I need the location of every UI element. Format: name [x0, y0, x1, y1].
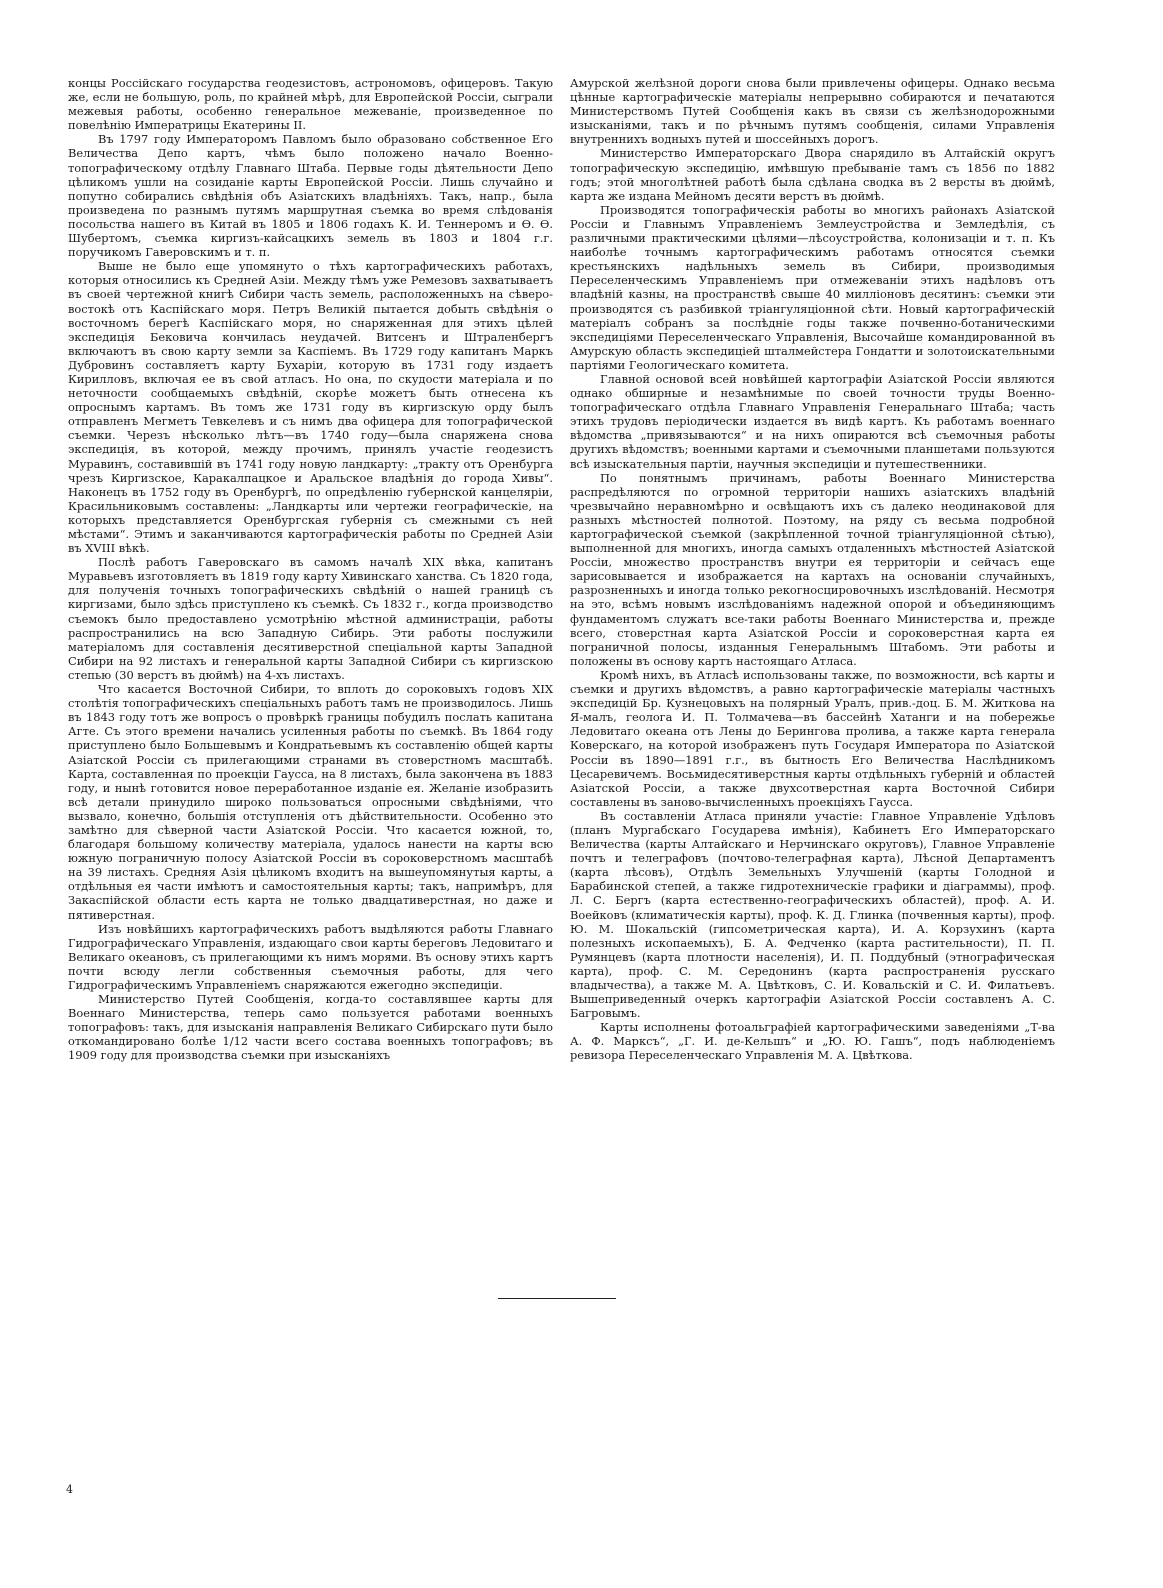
paragraph: Въ 1797 году Императоромъ Павломъ было образовано собственное Его Величества Депо картъ, чѣмъ было положено начало Военно-топографическому отдѣлу Главнаго Штаба. Первые годы дѣятельности Депо цѣликомъ ушли на созиданіе карты Европейской Россіи. Лишь случайно и попутно собирались свѣдѣнія объ Азіатскихъ владѣніяхъ. Такъ, напр., была произведена по разнымъ путямъ маршрутная съемка во время слѣдованія посольства нашего въ Китай въ 1805 и 1806 годахъ К. И. Теннеромъ и Ѳ. Ѳ. Шубертомъ, съемка киргизъ-кайсацкихъ земель въ 1803 и 1804 г.г. поручикомъ Гаверовскимъ и т. п. — [68, 132, 553, 260]
section-divider — [498, 1298, 616, 1299]
page-number: 4 — [66, 1483, 73, 1496]
paragraph: Въ составленіи Атласа приняли участіе: Главное Управленіе Удѣловъ (планъ Мургабскаго Государева имѣнія), Кабинетъ Его Императорскаго Величества (карты Алтайскаго и Нерчинскаго округовъ), Главное Управленіе почтъ и телеграфовъ (почтово-телеграфная карта), Лѣсной Департаментъ (карта лѣсовъ), Отдѣлъ Земельныхъ Улучшеній (карты Голодной и Барабинской степей, а также гидротехническіе графики и діаграммы), проф. Л. С. Бергъ (карта естественно-географическихъ областей), проф. А. И. Воейковъ (климатическія карты), проф. К. Д. Глинка (почвенныя карты), проф. Ю. М. Шокальскій (гипсометрическая карта), И. А. Корзухинъ (карта полезныхъ ископаемыхъ), Б. А. Федченко (карта растительности), П. П. Румянцевъ (карта плотности населенія), И. П. Поддубный (этнографическая карта), проф. С. М. Середонинъ (карта распространенія русскаго владычества), а также М. А. Цвѣтковъ, С. И. Ковальскій и С. И. Филатьевъ. Вышеприведенный очеркъ картографіи Азіатской Россіи составленъ А. С. Багровымъ. — [570, 808, 1055, 1021]
paragraph: Производятся топографическія работы во многихъ районахъ Азіатской Россіи и Главнымъ Управленіемъ Землеустройства и Земледѣлія, съ различными практическими цѣлями—лѣсоустройства, колонизаціи и т. п. Къ наиболѣе точнымъ картографическимъ работамъ относятся съемки крестьянскихъ надѣльныхъ земель въ Сибири, производимыя Переселенческимъ Управленіемъ при отмежеваніи этихъ надѣловъ отъ владѣній казны, на пространствѣ свыше 40 милліоновъ десятинъ: съемки эти производятся съ разбивкой тріангуляціонной сѣти. Новый картографическій матеріалъ собранъ за послѣдніе годы также почвенно-ботаническими экспедиціями Переселенческаго Управленія, Высочайше командированной въ Амурскую область экспедиціей шталмейстера Гондатти и золотоискательными партіями Геологическаго комитета. — [570, 202, 1055, 372]
paragraph: Министерство Императорскаго Двора снарядило въ Алтайскій округъ топографическую экспедицію, имѣвшую пребываніе тамъ съ 1856 по 1882 годъ; этой многолѣтней работѣ была сдѣлана сводка въ 2 версты въ дюймѣ, карта же издана Мейномъ десяти верстъ въ дюймѣ. — [570, 146, 1055, 203]
paragraph: Главной основой всей новѣйшей картографіи Азіатской Россіи являются однако обширные и незамѣнимые по своей точности труды Военно-топографическаго отдѣла Главнаго Управленія Генеральнаго Штаба; часть этихъ трудовъ періодически издается въ видѣ картъ. Къ работамъ военнаго вѣдомства „привязываются“ и на нихъ опираются всѣ съемочныя работы другихъ вѣдомствъ; военными картами и съемочными планшетами пользуются всѣ изыскательныя партіи, научныя экспедиціи и путешественники. — [570, 371, 1055, 471]
paragraph: Амурской желѣзной дороги снова были привлечены офицеры. Однако весьма цѣнные картографическіе матеріалы непрерывно собираются и печатаются Министерствомъ Путей Сообщенія какъ въ связи съ желѣзнодорожными изысканіями, такъ и по рѣчнымъ путямъ сообщенія, силами Управленія внутреннихъ водныхъ путей и шоссейныхъ дорогъ. — [570, 76, 1055, 147]
paragraph: Карты исполнены фотоальграфіей картографическими заведеніями „Т-ва А. Ф. Марксъ“, „Г. И. де-Кельшъ“ и „Ю. Ю. Гашъ“, подъ наблюденіемъ ревизора Переселенческаго Управленія М. А. Цвѣткова. — [570, 1020, 1055, 1063]
left-column — [68, 76, 553, 1063]
paragraph: Изъ новѣйшихъ картографическихъ работъ выдѣляются работы Главнаго Гидрографическаго Управленія, издающаго свои карты береговъ Ледовитаго и Великаго океановъ, съ прилегающими къ нимъ морями. Въ основу этихъ картъ почти всюду легли собственныя съемочныя работы, для чего Гидрографическимъ Управленіемъ снаряжаются ежегодно экспедиціи. — [68, 921, 553, 992]
right-column — [570, 76, 1055, 1063]
paragraph: Послѣ работъ Гаверовскаго въ самомъ началѣ XIX вѣка, капитанъ Муравьевъ изготовляетъ въ 1819 году карту Хивинскаго ханства. Съ 1820 года, для полученія точныхъ топографическихъ свѣдѣній о нашей границѣ съ киргизами, было здѣсь приступлено къ съемкѣ. Съ 1832 г., когда производство съемокъ было предоставлено усмотрѣнію мѣстной администраціи, работы распространились на всю Западную Сибирь. Эти работы послужили матеріаломъ для составленія десятиверстной спеціальной карты Западной Сибири на 92 листахъ и генеральной карты Западной Сибири съ киргизскою степью (30 верстъ въ дюймѣ) на 4-хъ листахъ. — [68, 555, 553, 682]
paragraph: Что касается Восточной Сибири, то вплоть до сороковыхъ годовъ XIX столѣтія топографическихъ спеціальныхъ работъ тамъ не производилось. Лишь въ 1843 году тотъ же вопросъ о провѣркѣ границы побудилъ послать капитана Агте. Съ этого времени начались усиленныя работы по съемкѣ. Въ 1864 году приступлено было Большевымъ и Кондратьевымъ къ составленію общей карты Азіатской Россіи съ прилегающими странами въ стоверстномъ масштабѣ. Карта, составленная по проекціи Гаусса, на 8 листахъ, была закончена въ 1883 году, и нынѣ готовится новое переработанное изданіе ея. Желаніе изобразить всѣ детали принудило широко пользоваться опросными свѣдѣніями, что вызвало, конечно, большія отступленія отъ дѣйствительности. Особенно это замѣтно для сѣверной части Азіатской Россіи. Что касается южной, то, благодаря большому количеству матеріала, удалось нанести на карты всю южную пограничную полосу Азіатской Россіи въ сороковерстномъ масштабѣ на 39 листахъ. Средняя Азія цѣликомъ входитъ на вышеупомянутыя карты, а отдѣльныя ея части имѣютъ и самостоятельныя карты; такъ, напримѣръ, для Закаспійской области есть карта не только двадцативерстная, но даже и пятиверстная. — [68, 682, 553, 922]
paragraph: По понятнымъ причинамъ, работы Военнаго Министерства распредѣляются по огромной территоріи нашихъ азіатскихъ владѣній чрезвычайно неравномѣрно и освѣщаютъ ихъ съ далеко неодинаковой для разныхъ мѣстностей полнотой. Поэтому, на ряду съ весьма подробной картографической съемкой (закрѣпленной точной тріангуляціонной сѣтью), выполненной для многихъ, иногда самыхъ отдаленныхъ мѣстностей Азіатской Россіи, множество пространствъ внутри ея территоріи и сейчасъ еще зарисовывается и изображается на картахъ на основаніи случайныхъ, разрозненныхъ и иногда только рекогносцировочныхъ изслѣдованій. Несмотря на это, всѣмъ новымъ изслѣдованіямъ надежной опорой и объединяющимъ фундаментомъ служатъ все-таки работы Военнаго Министерства и, прежде всего, стоверстная карта Азіатской Россіи и сороковерстная карта ея пограничной полосы, изданныя Генеральнымъ Штабомъ. Эти работы и положены въ основу картъ настоящаго Атласа. — [570, 470, 1055, 668]
paragraph: концы Россійскаго государства геодезистовъ, астрономовъ, офицеровъ. Такую же, если не большую, роль, по крайней мѣрѣ, для Европейской Россіи, сыграли межевыя работы, особенно генеральное межеваніе, произведенное по повелѣнію Императрицы Екатерины II. — [68, 76, 553, 133]
paragraph: Выше не было еще упомянуто о тѣхъ картографическихъ работахъ, которыя относились къ Средней Азіи. Между тѣмъ уже Ремезовъ захватываетъ въ своей чертежной книгѣ Сибири часть земель, расположенныхъ на сѣверо-востокѣ отъ Каспійскаго моря. Петръ Великій пытается добыть свѣдѣнія о восточномъ берегѣ Каспійскаго моря, но снаряженная для этихъ цѣлей экспедиція Бековича кончилась неудачей. Витсенъ и Штраленбергъ включаютъ въ свою карту земли за Каспіемъ. Въ 1729 году капитанъ Маркъ Дубровинъ составляетъ карту Бухаріи, которую въ 1731 году издаетъ Кирилловъ, включая ее въ свой атласъ. Но она, по скудости матеріала и по неточности сообщаемыхъ свѣдѣній, скорѣе можетъ быть отнесена къ опроснымъ картамъ. Въ томъ же 1731 году въ киргизскую орду былъ отправленъ Мегметъ Тевкелевъ и съ нимъ два офицера для топографической съемки. Черезъ нѣсколько лѣтъ—въ 1740 году—была снаряжена снова экспедиція, въ которой, между прочимъ, принялъ участіе геодезистъ Муравинъ, составившій въ 1741 году новую ландкарту: „тракту отъ Оренбурга чрезъ Киргизское, Каракалпацкое и Аральское владѣнія до города Хивы“. Наконецъ въ 1752 году въ Оренбургѣ, по опредѣленію губернской канцеляріи, Красильниковымъ составлены: „Ландкарты или чертежи географическіе, на которыхъ представляется Оренбургская губернія съ смежными съ ней мѣстами“. Этимъ и заканчиваются картографическія работы по Средней Азіи въ XVIII вѣкѣ. — [68, 259, 553, 556]
paragraph: Министерство Путей Сообщенія, когда-то составлявшее карты для Военнаго Министерства, теперь само пользуется работами военныхъ топографовъ: такъ, для изысканія направленія Великаго Сибирскаго пути было откомандировано болѣе 1/12 части всего состава военныхъ топографовъ; въ 1909 году для производства съемки при изысканіяхъ — [68, 992, 553, 1063]
paragraph: Кромѣ нихъ, въ Атласѣ использованы также, по возможности, всѣ карты и съемки и другихъ вѣдомствъ, а равно картографическіе матеріалы частныхъ экспедицій Бр. Кузнецовыхъ на полярный Уралъ, прив.-доц. Б. М. Житкова на Я-малъ, геолога И. П. Толмачева—въ бассейнѣ Хатанги и на побережье Ледовитаго океана отъ Лены до Берингова пролива, а также карта генерала Коверскаго, на которой изображенъ путь Государя Императора по Азіатской Россіи въ 1890—1891 г.г., въ бытность Его Величества Наслѣдникомъ Цесаревичемъ. Восьмидесятиверстныя карты отдѣльныхъ губерній и областей Азіатской Россіи, а также двухсотверстная карта Восточной Сибири составлены въ заново-вычисленныхъ проекціяхъ Гаусса. — [570, 667, 1055, 809]
